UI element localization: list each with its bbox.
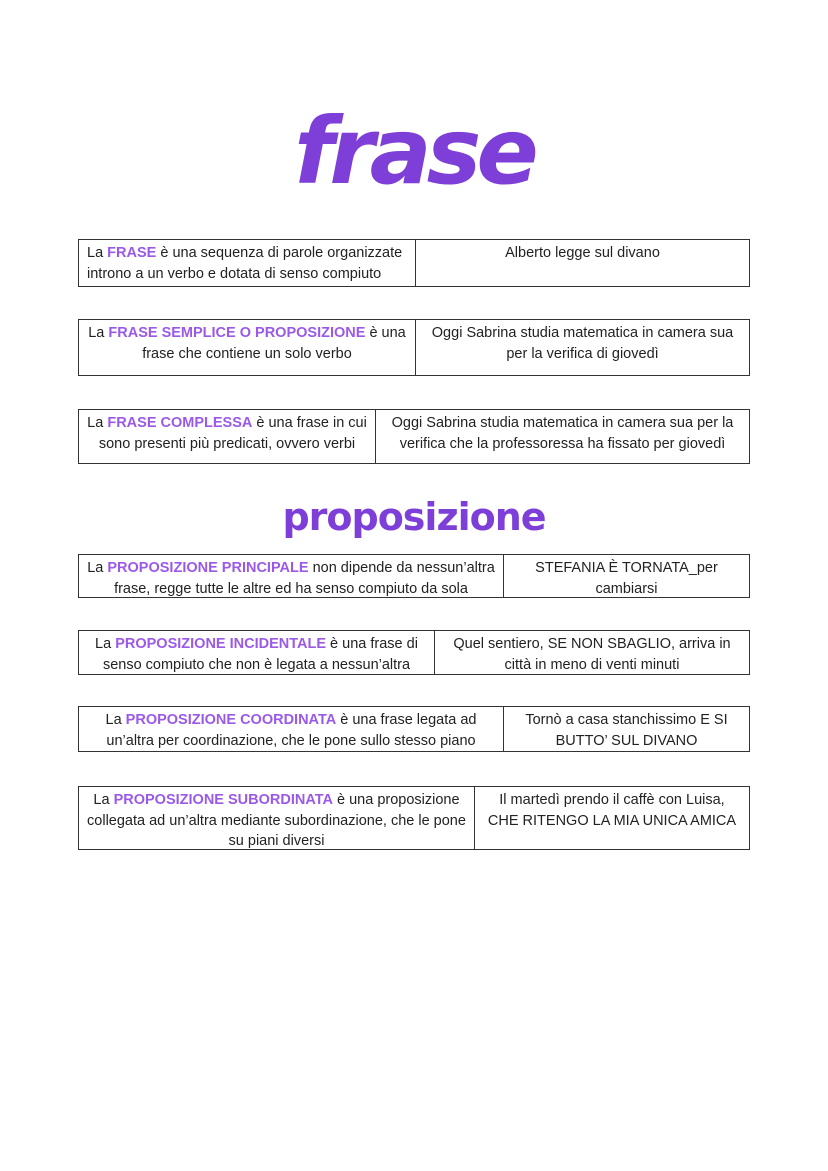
definition-text: non dipende da nessun’altra frase, regge tutte le altre ed ha senso compiuto da sola (114, 560, 495, 597)
definition-box-coordinata (78, 706, 750, 752)
definition-cell (79, 320, 416, 375)
definition-text: è una sequenza di parole organizzate introno a un verbo e dotata di senso compiuto (87, 245, 403, 282)
definition-text: è una frase legata ad un’altra per coordinazione, che le pone sullo stesso piano (106, 712, 477, 749)
definition-box-subordinata (78, 786, 750, 850)
section-title: proposizione (282, 495, 546, 539)
definition-cell (79, 631, 435, 674)
definition-term: FRASE (107, 245, 157, 261)
example-cell: Oggi Sabrina studia matematica in camera sua per la verifica di giovedì (431, 325, 734, 362)
definition-text: è una frase che contiene un solo verbo (142, 325, 406, 362)
definition-box-principale (78, 554, 750, 598)
definition-cell (79, 410, 376, 463)
definition-prefix: La (93, 792, 114, 808)
definition-term: PROPOSIZIONE COORDINATA (125, 712, 337, 728)
definition-text: è una proposizione collegata ad un’altra mediante subordinazione, che le pone su piani diversi (87, 792, 466, 849)
example-cell: Il martedì prendo il caffè con Luisa, CHE RITENGO LA MIA UNICA AMICA (487, 792, 737, 829)
definition-term: PROPOSIZIONE SUBORDINATA (113, 792, 333, 808)
definition-box-frase-complessa (78, 409, 750, 464)
example-cell: STEFANIA È TORNATA_per cambiarsi (535, 560, 718, 597)
definition-cell (79, 240, 416, 286)
definition-prefix: La (87, 560, 108, 576)
definition-cell (79, 555, 504, 597)
definition-box-incidentale (78, 630, 750, 675)
definition-cell (79, 707, 504, 751)
definition-prefix: La (87, 415, 108, 431)
definition-prefix: La (95, 636, 116, 652)
definition-box-frase-semplice (78, 319, 750, 376)
definition-box-frase (78, 239, 750, 287)
definition-text: è una frase in cui sono presenti più predicati, ovvero verbi (98, 415, 367, 452)
definition-prefix: La (87, 245, 108, 261)
example-cell: Tornò a casa stanchissimo E SI BUTTO’ SUL DIVANO (525, 712, 728, 749)
example-cell: Oggi Sabrina studia matematica in camera sua per la verifica che la professoressa ha fissato per giovedì (391, 415, 734, 452)
definition-cell (79, 787, 475, 849)
definition-prefix: La (88, 325, 109, 341)
definition-text: è una frase di senso compiuto che non è legata a nessun’altra (102, 636, 418, 673)
definition-term: FRASE SEMPLICE O PROPOSIZIONE (108, 325, 366, 341)
definition-prefix: La (105, 712, 126, 728)
page-title: frase (294, 98, 534, 205)
definition-term: FRASE COMPLESSA (107, 415, 253, 431)
definition-term: PROPOSIZIONE INCIDENTALE (115, 636, 327, 652)
definition-term: PROPOSIZIONE PRINCIPALE (107, 560, 309, 576)
example-cell: Alberto legge sul divano (505, 245, 660, 261)
example-cell: Quel sentiero, SE NON SBAGLIO, arriva in città in meno di venti minuti (453, 636, 731, 673)
